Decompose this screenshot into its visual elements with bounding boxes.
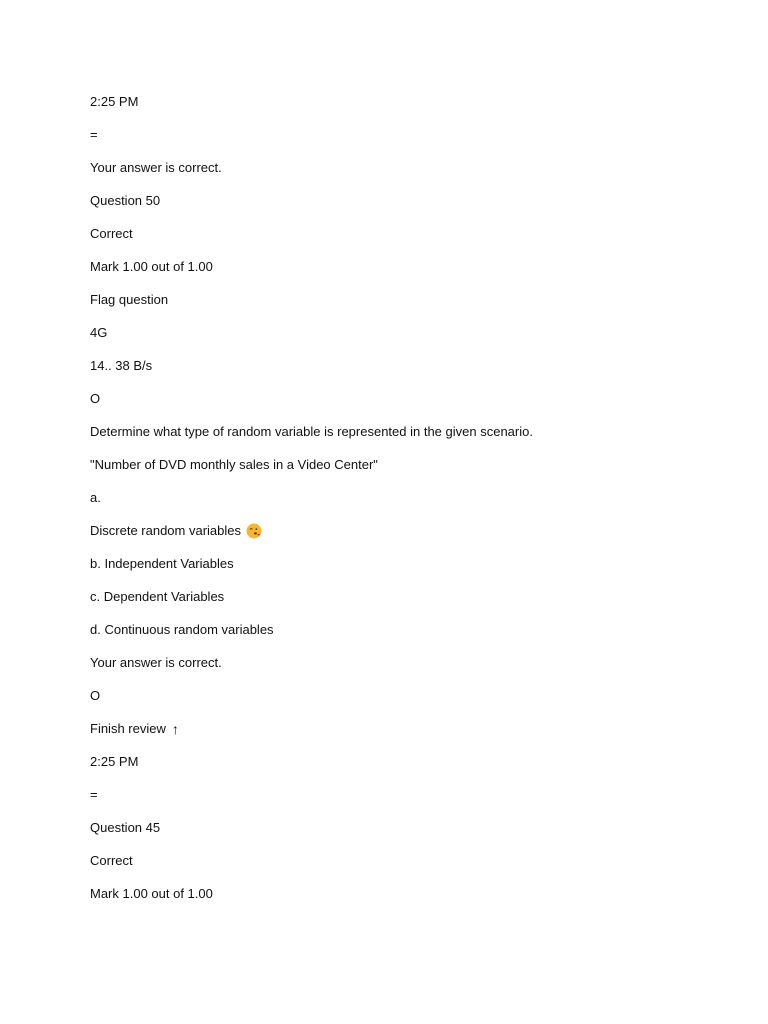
option-b-text: b. Independent Variables xyxy=(90,556,234,571)
finish-review xyxy=(90,719,730,752)
question-mark-text: Mark 1.00 out of 1.00 xyxy=(90,259,213,274)
circle-glyph-2 xyxy=(90,686,730,719)
network-indicator xyxy=(90,323,730,356)
status-time-text: 2:25 PM xyxy=(90,94,139,109)
flag-question-text: Flag question xyxy=(90,292,169,307)
menu-glyph-2-text: = xyxy=(90,787,98,802)
feedback-text-2 xyxy=(90,653,730,686)
question-scenario xyxy=(90,455,730,488)
circle-glyph-2-text: O xyxy=(90,688,101,703)
question-mark-2 xyxy=(90,884,730,917)
question-number-2 xyxy=(90,818,730,851)
feedback-text-label: Your answer is correct. xyxy=(90,160,222,175)
document-page xyxy=(90,92,730,917)
option-c xyxy=(90,587,730,620)
circle-glyph xyxy=(90,389,730,422)
question-prompt-text: Determine what type of random variable is represented in the given scenario. xyxy=(90,424,533,439)
option-c-text: c. Dependent Variables xyxy=(90,589,225,604)
question-number xyxy=(90,191,730,224)
finish-review-text: Finish review xyxy=(90,721,166,736)
circle-glyph-text: O xyxy=(90,391,101,406)
menu-glyph-2 xyxy=(90,785,730,818)
question-status xyxy=(90,224,730,257)
feedback-text xyxy=(90,158,730,191)
status-time-2 xyxy=(90,752,730,785)
menu-glyph-text: = xyxy=(90,127,98,142)
option-d-text: d. Continuous random variables xyxy=(90,622,274,637)
kissing-winking-face-emoji-icon xyxy=(246,523,262,539)
question-status-2 xyxy=(90,851,730,884)
data-speed xyxy=(90,356,730,389)
feedback-text-2-label: Your answer is correct. xyxy=(90,655,222,670)
question-mark-2-text: Mark 1.00 out of 1.00 xyxy=(90,886,213,901)
up-arrow-icon: ↑ xyxy=(171,721,179,737)
option-a-letter xyxy=(90,488,730,521)
data-speed-text: 14.. 38 B/s xyxy=(90,358,153,373)
question-status-text: Correct xyxy=(90,226,133,241)
option-a xyxy=(90,521,730,554)
status-time-2-text: 2:25 PM xyxy=(90,754,139,769)
option-d xyxy=(90,620,730,653)
question-scenario-text: "Number of DVD monthly sales in a Video Center" xyxy=(90,457,378,472)
status-time xyxy=(90,92,730,125)
menu-glyph xyxy=(90,125,730,158)
network-indicator-text: 4G xyxy=(90,325,108,340)
question-number-text: Question 50 xyxy=(90,193,161,208)
question-status-2-text: Correct xyxy=(90,853,133,868)
flag-question xyxy=(90,290,730,323)
question-number-2-text: Question 45 xyxy=(90,820,161,835)
question-prompt xyxy=(90,422,730,455)
question-mark xyxy=(90,257,730,290)
option-a-letter-text: a. xyxy=(90,490,101,505)
option-b xyxy=(90,554,730,587)
option-a-text: Discrete random variables xyxy=(90,523,242,538)
